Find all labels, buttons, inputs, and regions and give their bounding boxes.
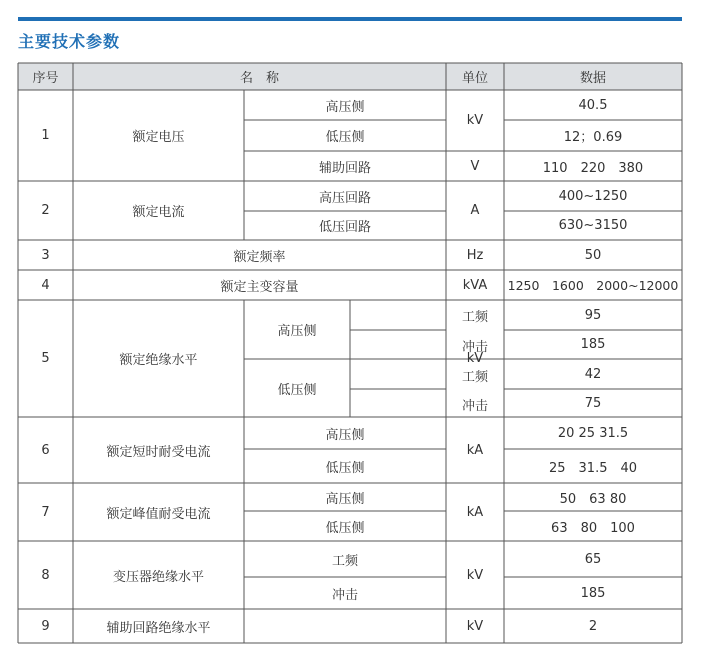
row3-seq: 3: [41, 247, 50, 263]
row6-sub-lv: 低压侧: [325, 460, 365, 476]
row4-unit: kVA: [462, 277, 488, 293]
row1-name: 额定电压: [132, 130, 185, 145]
row5-test-impulse-lv: 冲击: [461, 398, 488, 414]
row4-data: 1250 1600 2000~12000: [507, 278, 679, 293]
row1-unit-kv: kV: [466, 113, 484, 128]
row5-seq: 5: [41, 351, 50, 366]
row4-name: 额定主变容量: [220, 279, 299, 295]
row5-data-4: 75: [584, 395, 602, 411]
row2-sub-hv: 高压回路: [318, 190, 371, 206]
row6-sub-hv: 高压侧: [325, 427, 365, 443]
row6-data-hv: 20 25 31.5: [557, 425, 629, 441]
row5-unit: kV: [466, 350, 484, 366]
row8-unit: kV: [466, 567, 484, 583]
row6-name: 额定短时耐受电流: [106, 444, 211, 460]
row1-sub-hv: 高压侧: [325, 99, 365, 115]
row7-unit: kA: [466, 504, 484, 520]
row2-data-hv: 400~1250: [558, 188, 628, 204]
row9-seq: 9: [41, 618, 50, 634]
row8-data-power-freq: 65: [584, 551, 602, 567]
row9-name: 辅助回路绝缘水平: [106, 620, 211, 636]
row5-data-3: 42: [584, 366, 602, 382]
row5-sub-hv: 高压侧: [277, 324, 317, 339]
row5-test-power-freq-lv: 工频: [461, 369, 488, 385]
row1-seq: 1: [41, 128, 50, 143]
row6-seq: 6: [41, 442, 50, 458]
row7-sub-lv: 低压侧: [325, 520, 365, 536]
row2-name: 额定电流: [132, 205, 185, 220]
row1-data-aux: 110 220 380: [542, 160, 644, 176]
header-name: 名 称: [239, 71, 279, 86]
page-title: 主要技术参数: [18, 32, 121, 51]
row5-test-impulse-hv: 冲击: [461, 339, 488, 355]
row1-sub-lv: 低压侧: [325, 130, 365, 145]
header-unit: 单位: [461, 71, 488, 86]
row8-name: 变压器绝缘水平: [112, 569, 204, 585]
row3-unit: Hz: [466, 247, 484, 263]
row2-seq: 2: [41, 203, 50, 218]
row1-data-lv: 12；0.69: [563, 130, 623, 145]
row1-unit-v: V: [470, 158, 480, 174]
row9-unit: kV: [466, 618, 484, 634]
row4-seq: 4: [41, 277, 50, 293]
row3-data: 50: [584, 247, 602, 263]
row1-data-hv: 40.5: [578, 97, 608, 113]
header-data: 数据: [579, 71, 606, 86]
header-seq: 序号: [32, 71, 59, 86]
row2-data-lv: 630~3150: [558, 218, 628, 233]
row3-name: 额定频率: [233, 249, 286, 265]
row7-name: 额定峰值耐受电流: [106, 506, 211, 522]
row7-data-lv: 63 80 100: [551, 520, 635, 536]
row5-data-1: 95: [584, 307, 602, 323]
row7-sub-hv: 高压侧: [325, 491, 365, 507]
row6-data-lv: 25 31.5 40: [548, 460, 638, 476]
row5-test-power-freq-hv: 工频: [461, 309, 488, 325]
row7-seq: 7: [41, 504, 50, 520]
row2-sub-lv: 低压回路: [318, 220, 371, 235]
row8-seq: 8: [41, 567, 50, 583]
row1-sub-aux: 辅助回路: [318, 160, 371, 176]
row5-data-2: 185: [580, 337, 606, 352]
row7-data-hv: 50 63 80: [559, 491, 627, 507]
row8-sub-power-freq: 工频: [331, 553, 358, 569]
row6-unit: kA: [466, 442, 484, 458]
row8-data-impulse: 185: [580, 585, 606, 601]
row2-unit: A: [470, 203, 480, 218]
row5-sub-lv: 低压侧: [277, 382, 317, 398]
row9-data: 2: [588, 618, 598, 634]
row5-name: 额定绝缘水平: [119, 353, 198, 368]
row8-sub-impulse: 冲击: [331, 587, 358, 603]
